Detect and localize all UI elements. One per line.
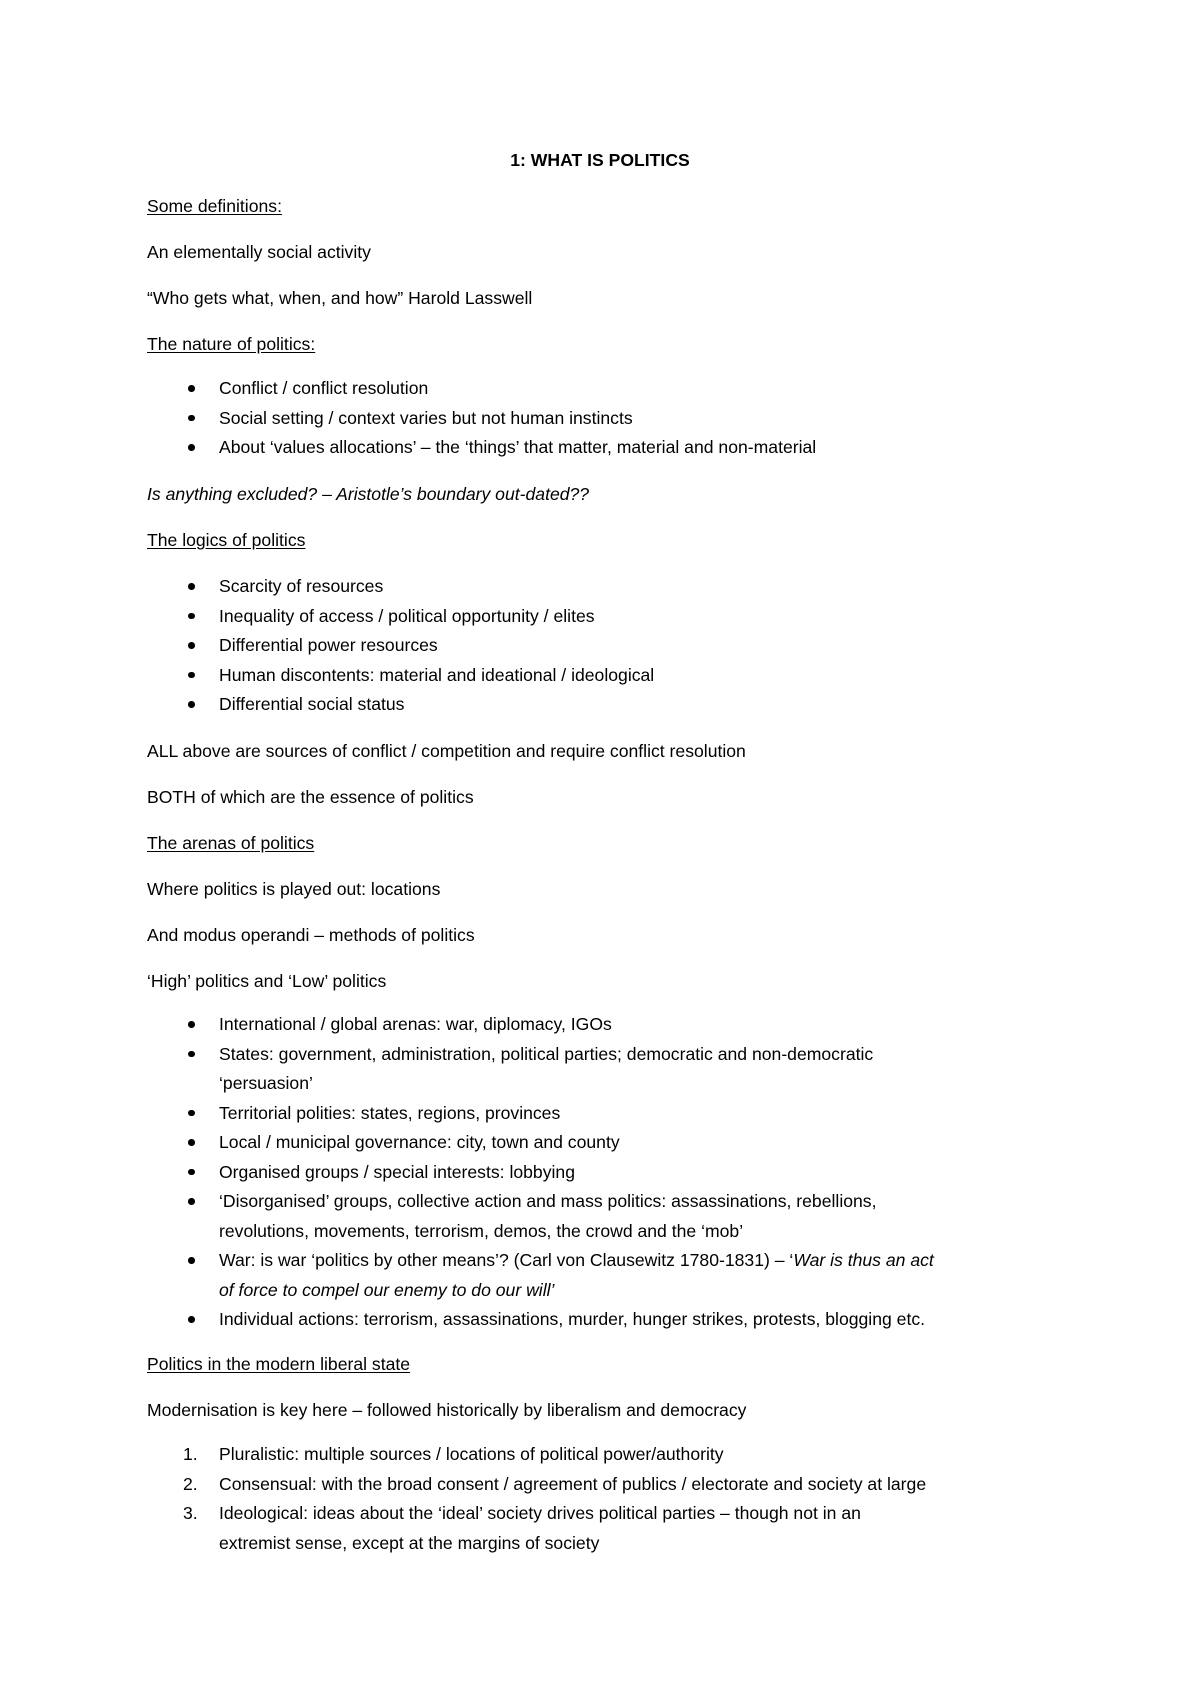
arenas-line: And modus operandi – methods of politics bbox=[147, 925, 475, 945]
numbered-item bbox=[147, 1470, 926, 1500]
logics-list bbox=[147, 572, 654, 720]
modern-list bbox=[147, 1440, 926, 1558]
item-text: Ideological: ideas about the ‘ideal’ society drives political parties – though not in an bbox=[219, 1503, 861, 1523]
modern-intro: Modernisation is key here – followed historically by liberalism and democracy bbox=[147, 1400, 747, 1420]
list-item bbox=[147, 1187, 934, 1246]
list-item: Scarcity of resources bbox=[147, 572, 654, 602]
list-item: About ‘values allocations’ – the ‘things’ that matter, material and non-material bbox=[147, 433, 816, 463]
numbered-item bbox=[147, 1440, 926, 1470]
item-text: Pluralistic: multiple sources / locations of political power/authority bbox=[219, 1444, 724, 1464]
list-item: International / global arenas: war, diplomacy, IGOs bbox=[147, 1010, 934, 1040]
logics-summary: BOTH of which are the essence of politics bbox=[147, 787, 474, 807]
nature-heading: The nature of politics: bbox=[147, 334, 316, 354]
arenas-line: ‘High’ politics and ‘Low’ politics bbox=[147, 971, 387, 991]
list-item bbox=[147, 1040, 934, 1099]
list-item: Territorial polities: states, regions, provinces bbox=[147, 1099, 934, 1129]
list-item bbox=[147, 1246, 934, 1305]
item-number: 3. bbox=[183, 1503, 198, 1523]
list-item-text: War: is war ‘politics by other means’? (Carl von Clausewitz 1780-1831) – ‘ bbox=[219, 1250, 794, 1270]
arenas-heading: The arenas of politics bbox=[147, 833, 315, 853]
definitions-heading: Some definitions: bbox=[147, 196, 282, 216]
item-text: extremist sense, except at the margins of society bbox=[219, 1532, 600, 1553]
item-number: 1. bbox=[183, 1444, 198, 1464]
list-item-line: of force to compel our enemy to do our will’ bbox=[219, 1279, 555, 1300]
list-item-quote: War is thus an act bbox=[793, 1250, 934, 1270]
modern-heading: Politics in the modern liberal state bbox=[147, 1354, 411, 1374]
item-text: Consensual: with the broad consent / agreement of publics / electorate and society at large bbox=[219, 1473, 927, 1494]
arenas-list bbox=[147, 1010, 934, 1335]
nature-list bbox=[147, 374, 816, 463]
logics-heading: The logics of politics bbox=[147, 530, 306, 550]
list-item: Human discontents: material and ideational / ideological bbox=[147, 661, 654, 691]
list-item-line: ‘persuasion’ bbox=[219, 1073, 313, 1093]
list-item-line: States: government, administration, political parties; democratic and non-democratic bbox=[219, 1043, 874, 1064]
item-number: 2. bbox=[183, 1473, 198, 1494]
list-item: Local / municipal governance: city, town and county bbox=[147, 1128, 934, 1158]
list-item: Individual actions: terrorism, assassinations, murder, hunger strikes, protests, blogging etc. bbox=[147, 1305, 934, 1335]
list-item-line: ‘Disorganised’ groups, collective action and mass politics: assassinations, rebellions, bbox=[219, 1191, 877, 1211]
definition-quote: “Who gets what, when, and how” Harold Lasswell bbox=[147, 288, 533, 308]
list-item: Differential power resources bbox=[147, 631, 654, 661]
list-item: Differential social status bbox=[147, 690, 654, 720]
definition-line: An elementally social activity bbox=[147, 242, 371, 262]
list-item: Organised groups / special interests: lobbying bbox=[147, 1158, 934, 1188]
list-item: Inequality of access / political opportunity / elites bbox=[147, 602, 654, 632]
list-item-line bbox=[219, 1246, 934, 1276]
list-item: Social setting / context varies but not human instincts bbox=[147, 404, 816, 434]
nature-question: Is anything excluded? – Aristotle’s boundary out-dated?? bbox=[147, 484, 590, 504]
page-title: 1: WHAT IS POLITICS bbox=[510, 150, 690, 170]
list-item: Conflict / conflict resolution bbox=[147, 374, 816, 404]
numbered-item bbox=[147, 1499, 926, 1558]
list-item-line: revolutions, movements, terrorism, demos, the crowd and the ‘mob’ bbox=[219, 1220, 744, 1241]
arenas-line: Where politics is played out: locations bbox=[147, 879, 441, 899]
logics-summary: ALL above are sources of conflict / competition and require conflict resolution bbox=[147, 741, 746, 761]
